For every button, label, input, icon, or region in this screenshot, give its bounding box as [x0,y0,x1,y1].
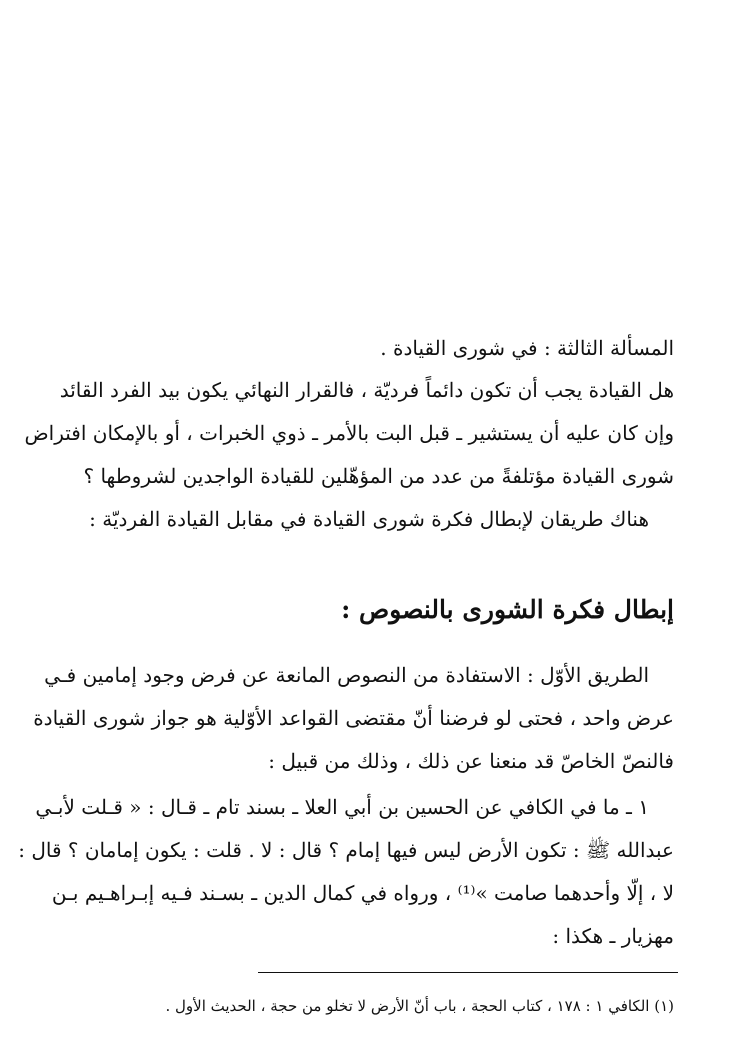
subsection-heading: إبطال فكرة الشورى بالنصوص : [341,595,674,624]
section-line-1: هل القيادة يجب أن تكون دائماً فرديّة ، فالقرار النهائي يكون بيد الفرد القائد [59,378,674,402]
paragraph2-line-4: مهزيار ـ هكذا : [552,924,674,948]
section-title: المسألة الثالثة : في شورى القيادة . [380,336,674,360]
paragraph2-line-1: ١ ـ ما في الكافي عن الحسين بن أبي العلا ـ بسند تام ـ قـال : « قـلت لأبـي [35,795,649,819]
paragraph1-line-2: عرض واحد ، فحتى لو فرضنا أنّ مقتضى القواعد الأوّلية هو جواز شورى القيادة [33,706,674,730]
paragraph2-line-2: عبدالله ﷺ : تكون الأرض ليس فيها إمام ؟ قال : لا . قلت : يكون إمامان ؟ قال : [18,838,674,862]
paragraph1-line-1: الطريق الأوّل : الاستفادة من النصوص المانعة عن فرض وجود إمامين فـي [44,663,649,687]
footnote: (١) الكافي ١ : ١٧٨ ، كتاب الحجة ، باب أنّ الأرض لا تخلو من حجة ، الحديث الأول . [165,997,674,1015]
section-line-2: وإن كان عليه أن يستشير ـ قبل البت بالأمر ـ ذوي الخبرات ، أو بالإمكان افتراض [24,421,674,445]
section-line-3: شورى القيادة مؤتلفةً من عدد من المؤهّلين للقيادة الواجدين لشروطها ؟ [83,464,674,488]
paragraph2-line-3: لا ، إلّا وأحدهما صامت »⁽¹⁾ ، ورواه في كمال الدين ـ بسـند فـيه إبـراهـيم بـن [51,881,674,905]
section-line-4: هناك طريقان لإبطال فكرة شورى القيادة في مقابل القيادة الفرديّة : [89,507,649,531]
footnote-divider [258,972,678,973]
paragraph1-line-3: فالنصّ الخاصّ قد منعنا عن ذلك ، وذلك من قبيل : [268,749,674,773]
